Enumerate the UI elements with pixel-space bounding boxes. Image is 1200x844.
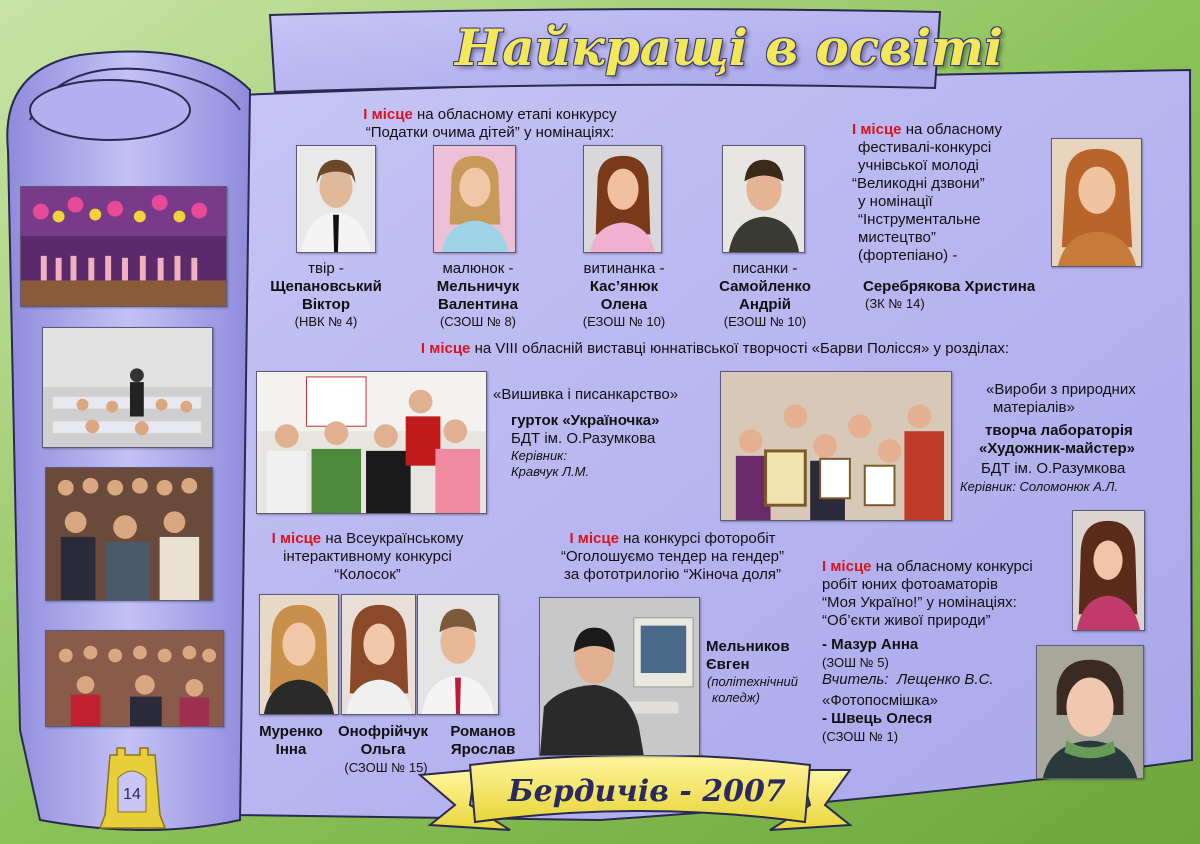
sec4-school: (СЗОШ № 15)	[344, 760, 428, 775]
winner-1-name1: Щепановський	[270, 278, 382, 295]
stage-performance-photo	[20, 186, 227, 307]
portrait-melnykov	[539, 597, 700, 756]
portrait-murenko	[259, 594, 339, 715]
sec2-name: Серебрякова Христина	[863, 278, 1036, 295]
winner-4-name2: Андрій	[739, 296, 791, 313]
sec6-winner-1: - Мазур Анна	[822, 636, 919, 653]
sec3-right-section-2: матеріалів»	[993, 399, 1075, 416]
winner-1-school: (НВК № 4)	[294, 314, 358, 329]
sec3-right-group-1: творча лабораторія	[985, 422, 1133, 439]
portrait-kasianiuk	[583, 145, 662, 253]
winner-4-category: писанки -	[732, 260, 798, 277]
embroidery-group-photo	[256, 371, 487, 514]
sec3-left-leader: Кравчук Л.М.	[511, 464, 590, 479]
sec6-winner-2: - Швець Олеся	[822, 710, 933, 727]
sec5-name-2: Євген	[706, 656, 750, 673]
winner-4-caption	[685, 260, 845, 330]
sec6-block: І місце на обласному конкурсі робіт юних фотоаматорів “Моя Україно!” у номінаціях: “Об’єкти живої природи”	[822, 558, 1033, 629]
sec3-right-leader: Керівник: Соломонюк А.Л.	[960, 479, 1119, 494]
portrait-onofriichuk	[341, 594, 416, 715]
audience-photo	[45, 467, 213, 601]
sec3-left-section: «Вишивка і писанкарство»	[493, 386, 679, 403]
winner-1-caption	[246, 260, 406, 330]
sec3-right-group-2: «Художник-майстер»	[979, 440, 1136, 457]
portrait-serebriakova	[1051, 138, 1142, 267]
sec6-nomination-2: «Фотопосмішка»	[822, 692, 939, 709]
sec3-left-org: БДТ ім. О.Разумкова	[511, 430, 656, 447]
sec3-left-group: гурток «Україночка»	[511, 412, 660, 429]
classroom-photo	[42, 327, 213, 448]
sec5-school-1: (політехнічний	[707, 674, 799, 689]
sec3-heading: І місце на VIII обласній виставці юннатівської творчості «Барви Полісся» у розділах:	[420, 340, 1010, 357]
winner-2-caption	[398, 260, 558, 330]
winner-4-school: (ЕЗОШ № 10)	[723, 314, 807, 329]
winner-1-name2: Віктор	[302, 296, 350, 313]
sec5-heading: І місце на конкурсі фоторобіт “Оголошуємо тендер на гендер” за фототрилогію “Жіноча доля”	[560, 530, 784, 583]
sec6-school-2: (СЗОШ № 1)	[822, 729, 899, 744]
footer-city-year: Бердичів - 2007	[508, 774, 786, 809]
sec3-left-leader-label: Керівник:	[511, 448, 567, 463]
winner-2-name1: Мельничук	[436, 278, 520, 295]
sec3-right-section-1: «Вироби з природних	[986, 381, 1136, 398]
sec3-right-org: БДТ ім. О.Разумкова	[981, 460, 1126, 477]
winner-2-category: малюнок -	[442, 260, 514, 277]
winner-2-school: (СЗОШ № 8)	[439, 314, 517, 329]
portrait-shvets	[1036, 645, 1144, 779]
sec6-school-1: (ЗОШ № 5)	[822, 655, 889, 670]
sec4-winner-3: Романов Ярослав	[450, 723, 516, 758]
winner-3-school: (ЕЗОШ № 10)	[582, 314, 666, 329]
winner-4-name1: Самойленко	[719, 278, 811, 295]
page-number: 14	[123, 786, 141, 803]
portrait-romanov	[417, 594, 499, 715]
portrait-samoilenko	[722, 145, 805, 253]
page-title: Найкращі в освіті	[455, 18, 1004, 77]
portrait-melnychuk	[433, 145, 516, 253]
sec1-heading-line1: І місце на обласному етапі конкурсу	[363, 106, 617, 123]
sec4-winner-2: Онофрійчук Ольга	[337, 723, 429, 758]
sec2-school: (ЗК № 14)	[865, 296, 925, 311]
portrait-shchepanovskyi	[296, 145, 376, 253]
sec4-winner-1: Муренко Інна	[259, 723, 323, 758]
winner-2-name2: Валентина	[438, 296, 518, 313]
sec2-block: І місце на обласному фестивалі-конкурсі учнівської молоді “Великодні дзвони” у номінації “Інструментальне мистецтво” (фортепіано) -	[852, 121, 1002, 264]
auditorium-photo	[45, 630, 224, 727]
winner-3-name2: Олена	[600, 296, 648, 313]
winner-3-category: витинанка -	[583, 260, 665, 277]
natural-materials-group-photo	[720, 371, 952, 521]
sec5-name-1: Мельников	[706, 638, 790, 655]
sec6-teacher: Вчитель: Лещенко В.С.	[822, 671, 994, 688]
portrait-mazur	[1072, 510, 1145, 631]
winner-1-category: твір -	[308, 260, 344, 277]
winner-3-name1: Кас’янюк	[589, 278, 659, 295]
sec5-school-2: коледж)	[712, 690, 760, 705]
winner-3-caption	[544, 260, 704, 330]
sec1-heading-line2: “Податки очима дітей” у номінаціях:	[365, 124, 615, 141]
sec4-heading: І місце на Всеукраїнському інтерактивному конкурсі “Колосок”	[271, 530, 464, 583]
